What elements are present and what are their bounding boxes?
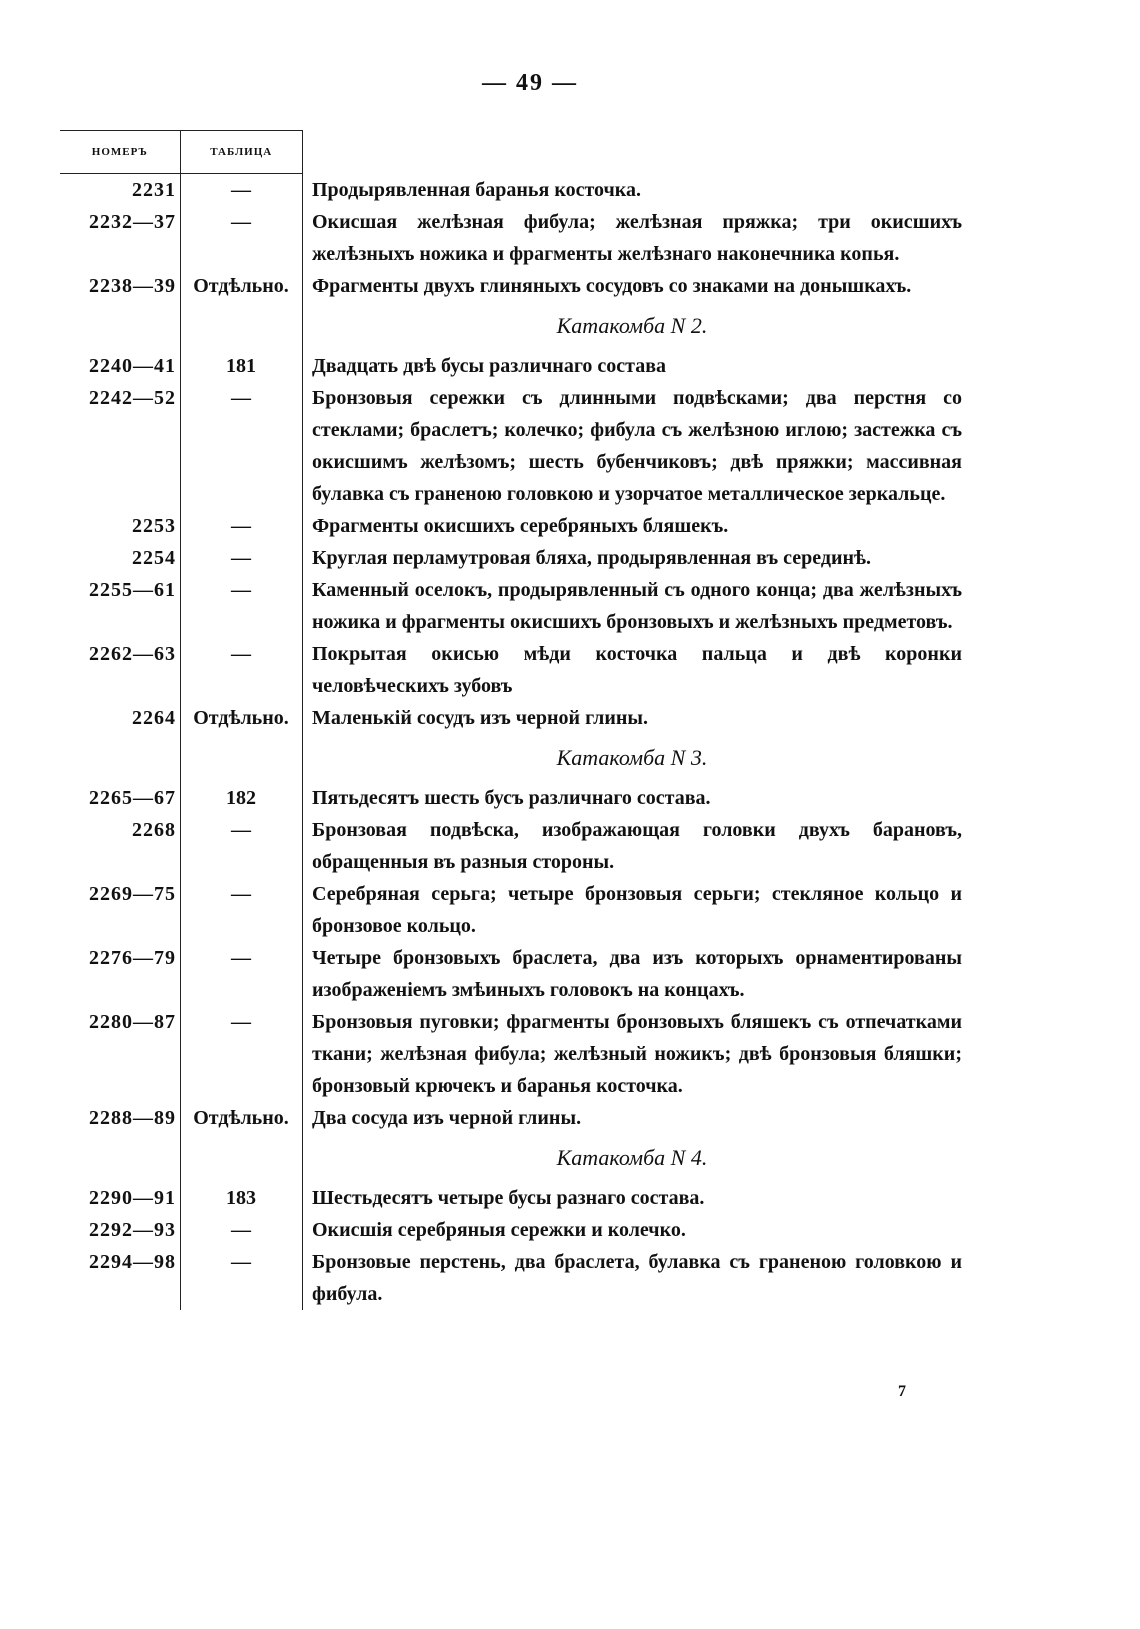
item-number: 2268 — [132, 819, 176, 841]
item-number: 2240—41 — [89, 355, 176, 377]
item-number: 2253 — [132, 515, 176, 537]
item-number: 2262—63 — [89, 643, 176, 665]
item-number: 2265—67 — [89, 787, 176, 809]
table-row — [60, 1214, 1020, 1246]
item-number: 2276—79 — [89, 947, 176, 969]
header-plate: ТАБЛИЦА — [181, 131, 304, 173]
table-row — [60, 542, 1020, 574]
item-number: 2264 — [132, 707, 176, 729]
item-number: 2292—93 — [89, 1219, 176, 1241]
plate-ref: — — [231, 1219, 251, 1241]
plate-ref: Отдѣльно. — [193, 707, 289, 729]
plate-ref: 181 — [226, 355, 256, 377]
plate-ref: 183 — [226, 1187, 256, 1209]
item-description: Фрагменты двухъ глиняныхъ сосудовъ со знаками на донышкахъ. — [312, 275, 912, 297]
item-description: Каменный оселокъ, продырявленный съ одного конца; два желѣзныхъ ножика и фрагменты окисшихъ бронзовыхъ и желѣзныхъ предметовъ. — [312, 579, 962, 633]
plate-ref: — — [231, 1251, 251, 1273]
inventory-table — [60, 130, 1020, 1310]
plate-ref: — — [231, 547, 251, 569]
plate-ref: — — [231, 819, 251, 841]
plate-ref: — — [231, 179, 251, 201]
catacomb-title: Катакомба N 4. — [556, 1145, 708, 1170]
plate-ref: — — [231, 947, 251, 969]
item-description: Бронзовыя сережки съ длинными подвѣсками; два перстня со стеклами; браслетъ; колечко; фибула съ желѣзною иглою; застежка съ окисшимъ желѣзомъ; шесть бубенчиковъ; двѣ пряжки; массивная булавка съ граненою головкою и узорчатое металлическое зеркальце. — [312, 387, 962, 505]
item-description: Пятьдесятъ шесть бусъ различнаго состава. — [312, 787, 711, 809]
table-row — [60, 942, 1020, 1006]
page-number: — 49 — — [482, 70, 578, 96]
plate-ref: — — [231, 883, 251, 905]
table-row — [60, 270, 1020, 302]
plate-ref: 182 — [226, 787, 256, 809]
item-description: Серебряная серьга; четыре бронзовыя серьги; стекляное кольцо и бронзовое кольцо. — [312, 883, 962, 937]
item-description: Фрагменты окисшихъ серебряныхъ бляшекъ. — [312, 515, 729, 537]
plate-ref: — — [231, 643, 251, 665]
item-number: 2269—75 — [89, 883, 176, 905]
plate-ref: — — [231, 211, 251, 233]
plate-ref: Отдѣльно. — [193, 275, 289, 297]
item-description: Маленькій сосудъ изъ черной глины. — [312, 707, 649, 729]
item-number: 2254 — [132, 547, 176, 569]
header-number: НОМЕРЪ — [60, 131, 181, 173]
table-body — [60, 174, 1020, 1310]
item-number: 2231 — [132, 179, 176, 201]
table-row — [60, 814, 1020, 878]
item-description: Продырявленная баранья косточка. — [312, 179, 642, 201]
plate-ref: — — [231, 1011, 251, 1033]
table-row — [60, 782, 1020, 814]
item-description: Шестьдесятъ четыре бусы разнаго состава. — [312, 1187, 705, 1209]
table-row — [60, 510, 1020, 542]
table-row — [60, 638, 1020, 702]
plate-ref: — — [231, 515, 251, 537]
table-row — [60, 1102, 1020, 1134]
plate-ref: — — [231, 387, 251, 409]
item-description: Два сосуда изъ черной глины. — [312, 1107, 582, 1129]
catacomb-heading — [60, 740, 1020, 776]
table-row — [60, 574, 1020, 638]
table-row — [60, 702, 1020, 734]
item-number: 2255—61 — [89, 579, 176, 601]
table-row — [60, 1006, 1020, 1102]
table-row — [60, 350, 1020, 382]
signature-mark: 7 — [898, 1383, 906, 1400]
item-description: Бронзовые перстень, два браслета, булавка съ граненою головкою и фибула. — [312, 1251, 962, 1305]
item-description: Окисшія серебряныя сережки и колечко. — [312, 1219, 686, 1241]
catacomb-heading — [60, 308, 1020, 344]
item-description: Круглая перламутровая бляха, продырявленная въ серединѣ. — [312, 547, 872, 569]
table-row — [60, 174, 1020, 206]
table-row — [60, 1246, 1020, 1310]
item-number: 2232—37 — [89, 211, 176, 233]
table-row — [60, 878, 1020, 942]
item-description: Четыре бронзовыхъ браслета, два изъ которыхъ орнаментированы изображеніемъ змѣиныхъ головокъ на концахъ. — [312, 947, 962, 1001]
plate-ref: Отдѣльно. — [193, 1107, 289, 1129]
item-number: 2294—98 — [89, 1251, 176, 1273]
item-number: 2242—52 — [89, 387, 176, 409]
item-description: Двадцать двѣ бусы различнаго состава — [312, 355, 667, 377]
plate-ref: — — [231, 579, 251, 601]
catacomb-heading — [60, 1140, 1020, 1176]
item-number: 2238—39 — [89, 275, 176, 297]
item-number: 2288—89 — [89, 1107, 176, 1129]
item-number: 2290—91 — [89, 1187, 176, 1209]
item-description: Окисшая желѣзная фибула; желѣзная пряжка; три окисшихъ желѣзныхъ ножика и фрагменты желѣзнаго наконечника копья. — [312, 211, 962, 265]
table-row — [60, 206, 1020, 270]
table-header — [60, 130, 303, 174]
catacomb-title: Катакомба N 3. — [556, 745, 708, 770]
item-description: Бронзовыя пуговки; фрагменты бронзовыхъ бляшекъ съ отпечатками ткани; желѣзная фибула; желѣзный ножикъ; двѣ бронзовыя бляшки; бронзовый крючекъ и баранья косточка. — [312, 1011, 962, 1097]
item-description: Покрытая окисью мѣди косточка пальца и двѣ коронки человѣческихъ зубовъ — [312, 643, 962, 697]
table-row — [60, 1182, 1020, 1214]
item-number: 2280—87 — [89, 1011, 176, 1033]
table-row — [60, 382, 1020, 510]
item-description: Бронзовая подвѣска, изображающая головки двухъ барановъ, обращенныя въ разныя стороны. — [312, 819, 962, 873]
catacomb-title: Катакомба N 2. — [556, 313, 708, 338]
